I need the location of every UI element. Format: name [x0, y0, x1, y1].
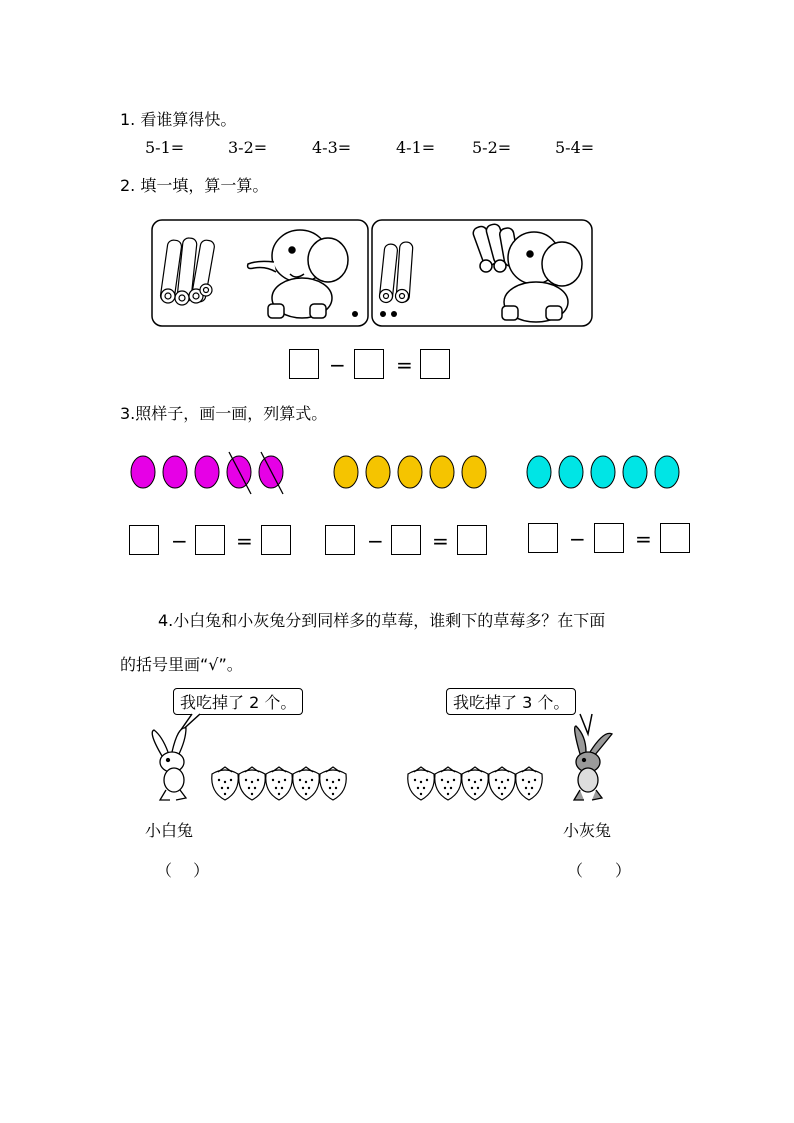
q3-title: 3.照样子，画一画，列算式。 [120, 404, 328, 423]
strawberry-icon [408, 767, 434, 800]
q2-answer-box-2[interactable] [354, 349, 384, 379]
dot-right-2 [391, 311, 397, 317]
oval [430, 456, 454, 488]
white-rabbit-icon [152, 728, 186, 800]
oval [131, 456, 155, 488]
strawberry-icon [462, 767, 488, 800]
oval [559, 456, 583, 488]
q1-expr-3: 4-3= [312, 138, 352, 157]
q2-equals: = [396, 353, 413, 377]
strawberry-icon [293, 767, 319, 800]
oval [366, 456, 390, 488]
right-bubble-tail [580, 714, 592, 734]
strawberry-icon [435, 767, 461, 800]
q3-g2-minus: − [367, 529, 384, 553]
oval [527, 456, 551, 488]
oval [195, 456, 219, 488]
gray-rabbit-icon [574, 726, 612, 800]
strawberry-icon [212, 767, 238, 800]
q3-g3-equals: = [635, 527, 652, 551]
q1-expr-1: 5-1= [145, 138, 185, 157]
q2-minus: − [329, 353, 346, 377]
strawberry-icon [489, 767, 515, 800]
oval [163, 456, 187, 488]
oval-group-magenta [131, 452, 283, 494]
q2-answer-box-3[interactable] [420, 349, 450, 379]
q4-line-1: 4.小白兔和小灰兔分到同样多的草莓，谁剩下的草莓多？在下面 [158, 611, 606, 630]
dot-left [352, 311, 358, 317]
white-rabbit-label: 小白兔 [145, 821, 194, 840]
strawberries-right [408, 767, 542, 800]
strawberry-icon [516, 767, 542, 800]
q3-g3-minus: − [569, 527, 586, 551]
right-speech-bubble: 我吃掉了 3 个。 [446, 688, 576, 715]
dot-right-1 [380, 311, 386, 317]
q1-expr-6: 5-4= [555, 138, 595, 157]
q2-answer-box-1[interactable] [289, 349, 319, 379]
q3-g1-box-3[interactable] [261, 525, 291, 555]
q3-g1-box-1[interactable] [129, 525, 159, 555]
q1-expr-5: 5-2= [472, 138, 512, 157]
q3-ovals [125, 450, 695, 496]
oval-group-yellow [334, 456, 486, 488]
q2-illustration [150, 218, 596, 330]
q3-g1-box-2[interactable] [195, 525, 225, 555]
gray-rabbit-answer-paren[interactable]: （ ） [567, 861, 632, 880]
gray-rabbit-label: 小灰兔 [563, 821, 612, 840]
white-rabbit-answer-paren[interactable]: （ ） [156, 861, 210, 880]
left-speech-bubble: 我吃掉了 2 个。 [173, 688, 303, 715]
logs-left [160, 237, 216, 305]
q1-expr-4: 4-1= [396, 138, 436, 157]
q1-title: 1. 看谁算得快。 [120, 110, 237, 129]
oval-group-cyan [527, 456, 679, 488]
strawberry-icon [320, 767, 346, 800]
strawberries-left [212, 767, 346, 800]
q1-expr-2: 3-2= [228, 138, 268, 157]
q4-illustration [140, 712, 640, 808]
oval [462, 456, 486, 488]
q2-title: 2. 填一填，算一算。 [120, 176, 269, 195]
oval [591, 456, 615, 488]
oval [334, 456, 358, 488]
q3-g3-box-1[interactable] [528, 523, 558, 553]
q3-g2-equals: = [432, 529, 449, 553]
oval [398, 456, 422, 488]
oval [623, 456, 647, 488]
strawberry-icon [266, 767, 292, 800]
q3-g3-box-2[interactable] [594, 523, 624, 553]
q3-g2-box-1[interactable] [325, 525, 355, 555]
q3-g2-box-3[interactable] [457, 525, 487, 555]
q4-line-2: 的括号里画“√”。 [120, 655, 243, 674]
q3-g2-box-2[interactable] [391, 525, 421, 555]
q3-g1-minus: − [171, 529, 188, 553]
q3-g1-equals: = [236, 529, 253, 553]
strawberry-icon [239, 767, 265, 800]
oval [655, 456, 679, 488]
q3-g3-box-3[interactable] [660, 523, 690, 553]
